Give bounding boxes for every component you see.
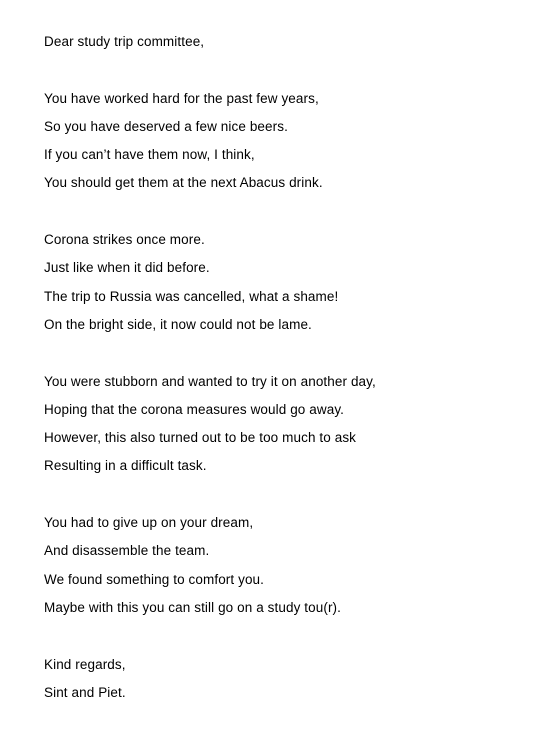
stanza-line: You had to give up on your dream,	[44, 515, 254, 531]
stanza-3	[44, 368, 524, 481]
stanza-line: You have worked hard for the past few years,	[44, 90, 319, 106]
blank-line	[44, 622, 524, 650]
stanza-line: So you have deserved a few nice beers.	[44, 118, 288, 134]
stanza-line: Maybe with this you can still go on a study tou(r).	[44, 599, 341, 615]
blank-line	[44, 198, 524, 226]
stanza-line: The trip to Russia was cancelled, what a shame!	[44, 288, 339, 304]
blank-line	[44, 481, 524, 509]
stanza-line: However, this also turned out to be too much to ask	[44, 430, 357, 446]
stanza-line: Corona strikes once more.	[44, 232, 205, 248]
stanza-4	[44, 509, 524, 622]
letter-document	[44, 28, 524, 707]
stanza-line: Resulting in a difficult task.	[44, 458, 207, 474]
stanza-line: And disassemble the team.	[44, 543, 210, 559]
stanza-line: On the bright side, it now could not be lame.	[44, 316, 312, 332]
letter-greeting: Dear study trip committee,	[44, 34, 205, 49]
letter-closing: Kind regards,	[44, 656, 126, 672]
stanza-line: You should get them at the next Abacus drink.	[44, 175, 323, 191]
stanza-line: Just like when it did before.	[44, 260, 210, 276]
stanza-1	[44, 85, 524, 198]
stanza-line: If you can’t have them now, I think,	[44, 147, 255, 163]
stanza-line: We found something to comfort you.	[44, 571, 265, 587]
letter-signature: Sint and Piet.	[44, 684, 126, 700]
stanza-2	[44, 226, 524, 339]
stanza-line: You were stubborn and wanted to try it on another day,	[44, 373, 376, 389]
blank-line	[44, 56, 524, 84]
stanza-line: Hoping that the corona measures would go away.	[44, 401, 345, 417]
blank-line	[44, 339, 524, 367]
